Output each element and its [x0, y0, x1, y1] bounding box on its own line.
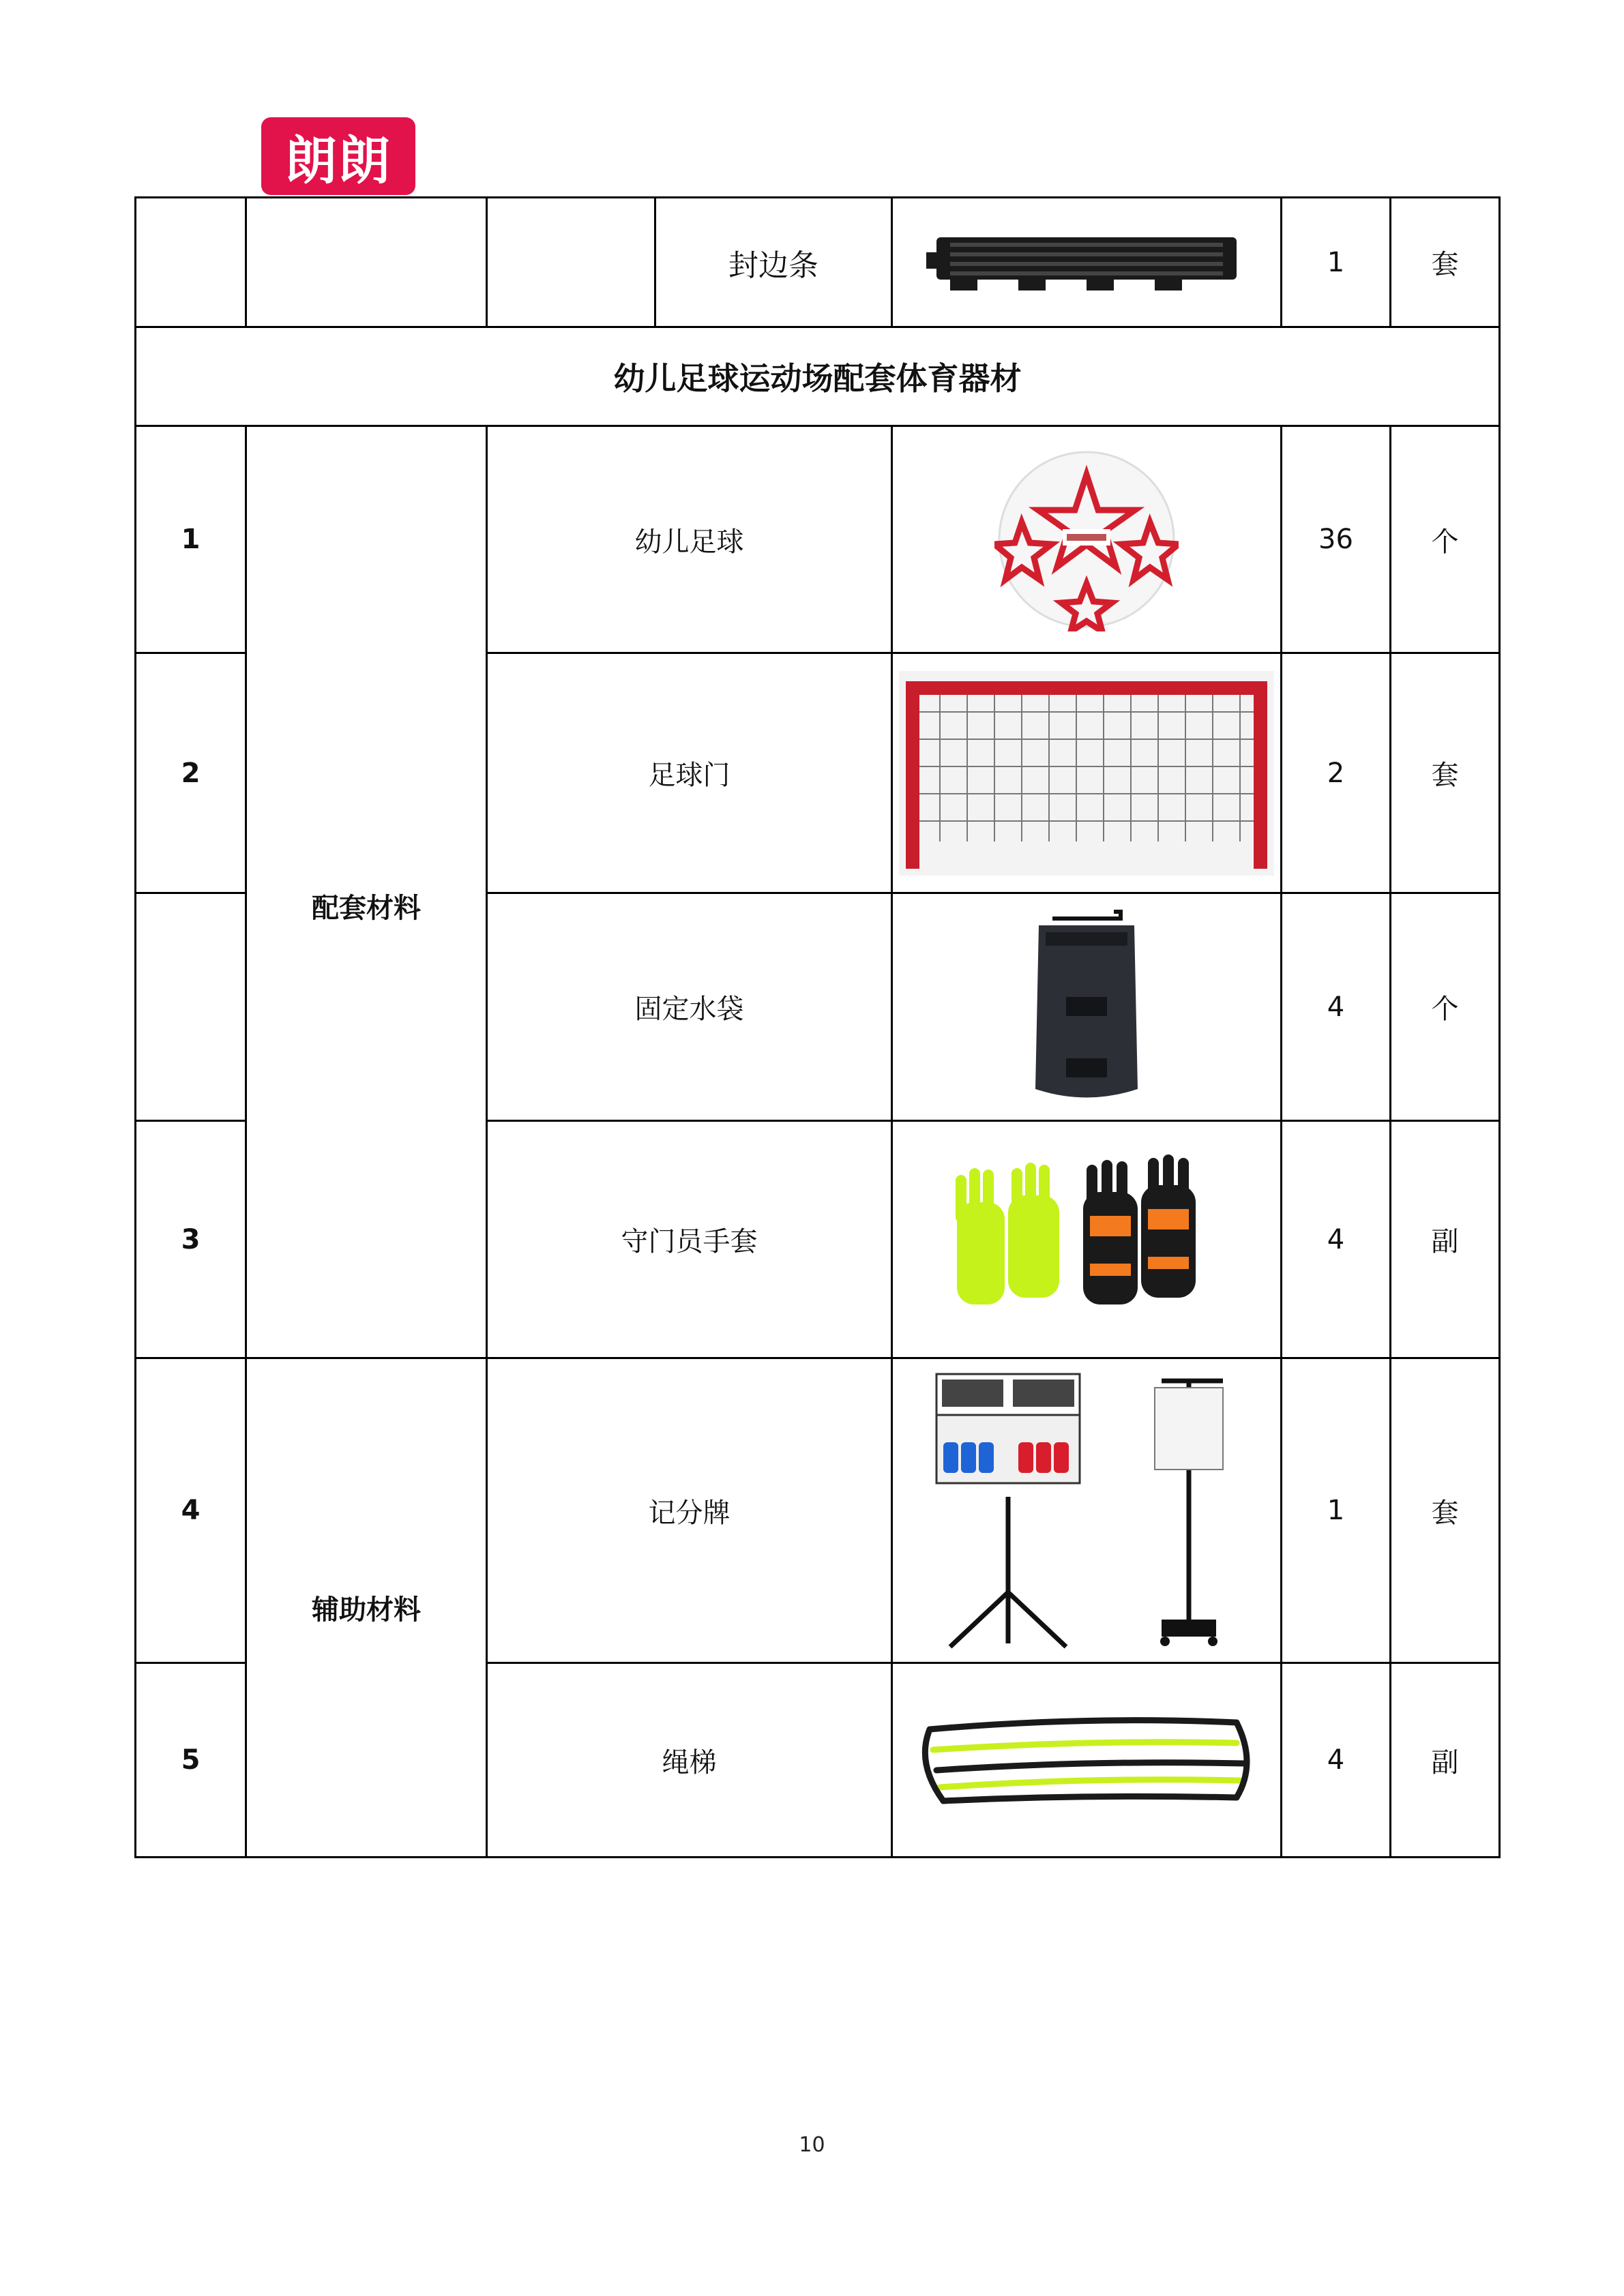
row-number: 4 [136, 1358, 246, 1663]
item-qty: 2 [1282, 653, 1391, 893]
item-name: 封边条 [655, 198, 892, 327]
item-unit: 副 [1391, 1663, 1500, 1858]
row-number: 2 [136, 653, 246, 893]
item-unit: 套 [1391, 653, 1500, 893]
row-number: 3 [136, 1121, 246, 1358]
table-row [136, 327, 1500, 426]
item-unit: 套 [1391, 198, 1500, 327]
item-name: 绳梯 [487, 1663, 892, 1858]
empty-cell [487, 198, 655, 327]
row-number: 1 [136, 426, 246, 653]
row-number [136, 893, 246, 1121]
item-qty: 4 [1282, 893, 1391, 1121]
section-title: 幼儿足球运动场配套体育器材 [136, 327, 1500, 426]
item-qty: 36 [1282, 426, 1391, 653]
item-qty: 1 [1282, 198, 1391, 327]
equipment-table [134, 196, 1501, 1858]
empty-cell [136, 198, 246, 327]
category-label: 辅助材料 [246, 1358, 487, 1858]
page-number: 10 [799, 2133, 825, 2157]
rope-ladder-icon [892, 1663, 1282, 1858]
item-name: 守门员手套 [487, 1121, 892, 1358]
edge-strip-icon [892, 198, 1282, 327]
table-row [136, 198, 1500, 327]
brand-logo: 朗朗 [261, 117, 415, 195]
item-qty: 1 [1282, 1358, 1391, 1663]
gloves-icon [892, 1121, 1282, 1358]
item-qty: 4 [1282, 1663, 1391, 1858]
item-qty: 4 [1282, 1121, 1391, 1358]
item-unit: 个 [1391, 426, 1500, 653]
item-name: 固定水袋 [487, 893, 892, 1121]
item-unit: 个 [1391, 893, 1500, 1121]
row-number: 5 [136, 1663, 246, 1858]
empty-cell [246, 198, 487, 327]
table-row [136, 426, 1500, 653]
item-unit: 副 [1391, 1121, 1500, 1358]
water-bag-icon [892, 893, 1282, 1121]
scoreboard-icon [892, 1358, 1282, 1663]
goal-icon [892, 653, 1282, 893]
item-name: 幼儿足球 [487, 426, 892, 653]
item-name: 记分牌 [487, 1358, 892, 1663]
football-icon [892, 426, 1282, 653]
table-row [136, 1358, 1500, 1663]
item-unit: 套 [1391, 1358, 1500, 1663]
category-label: 配套材料 [246, 426, 487, 1358]
item-name: 足球门 [487, 653, 892, 893]
